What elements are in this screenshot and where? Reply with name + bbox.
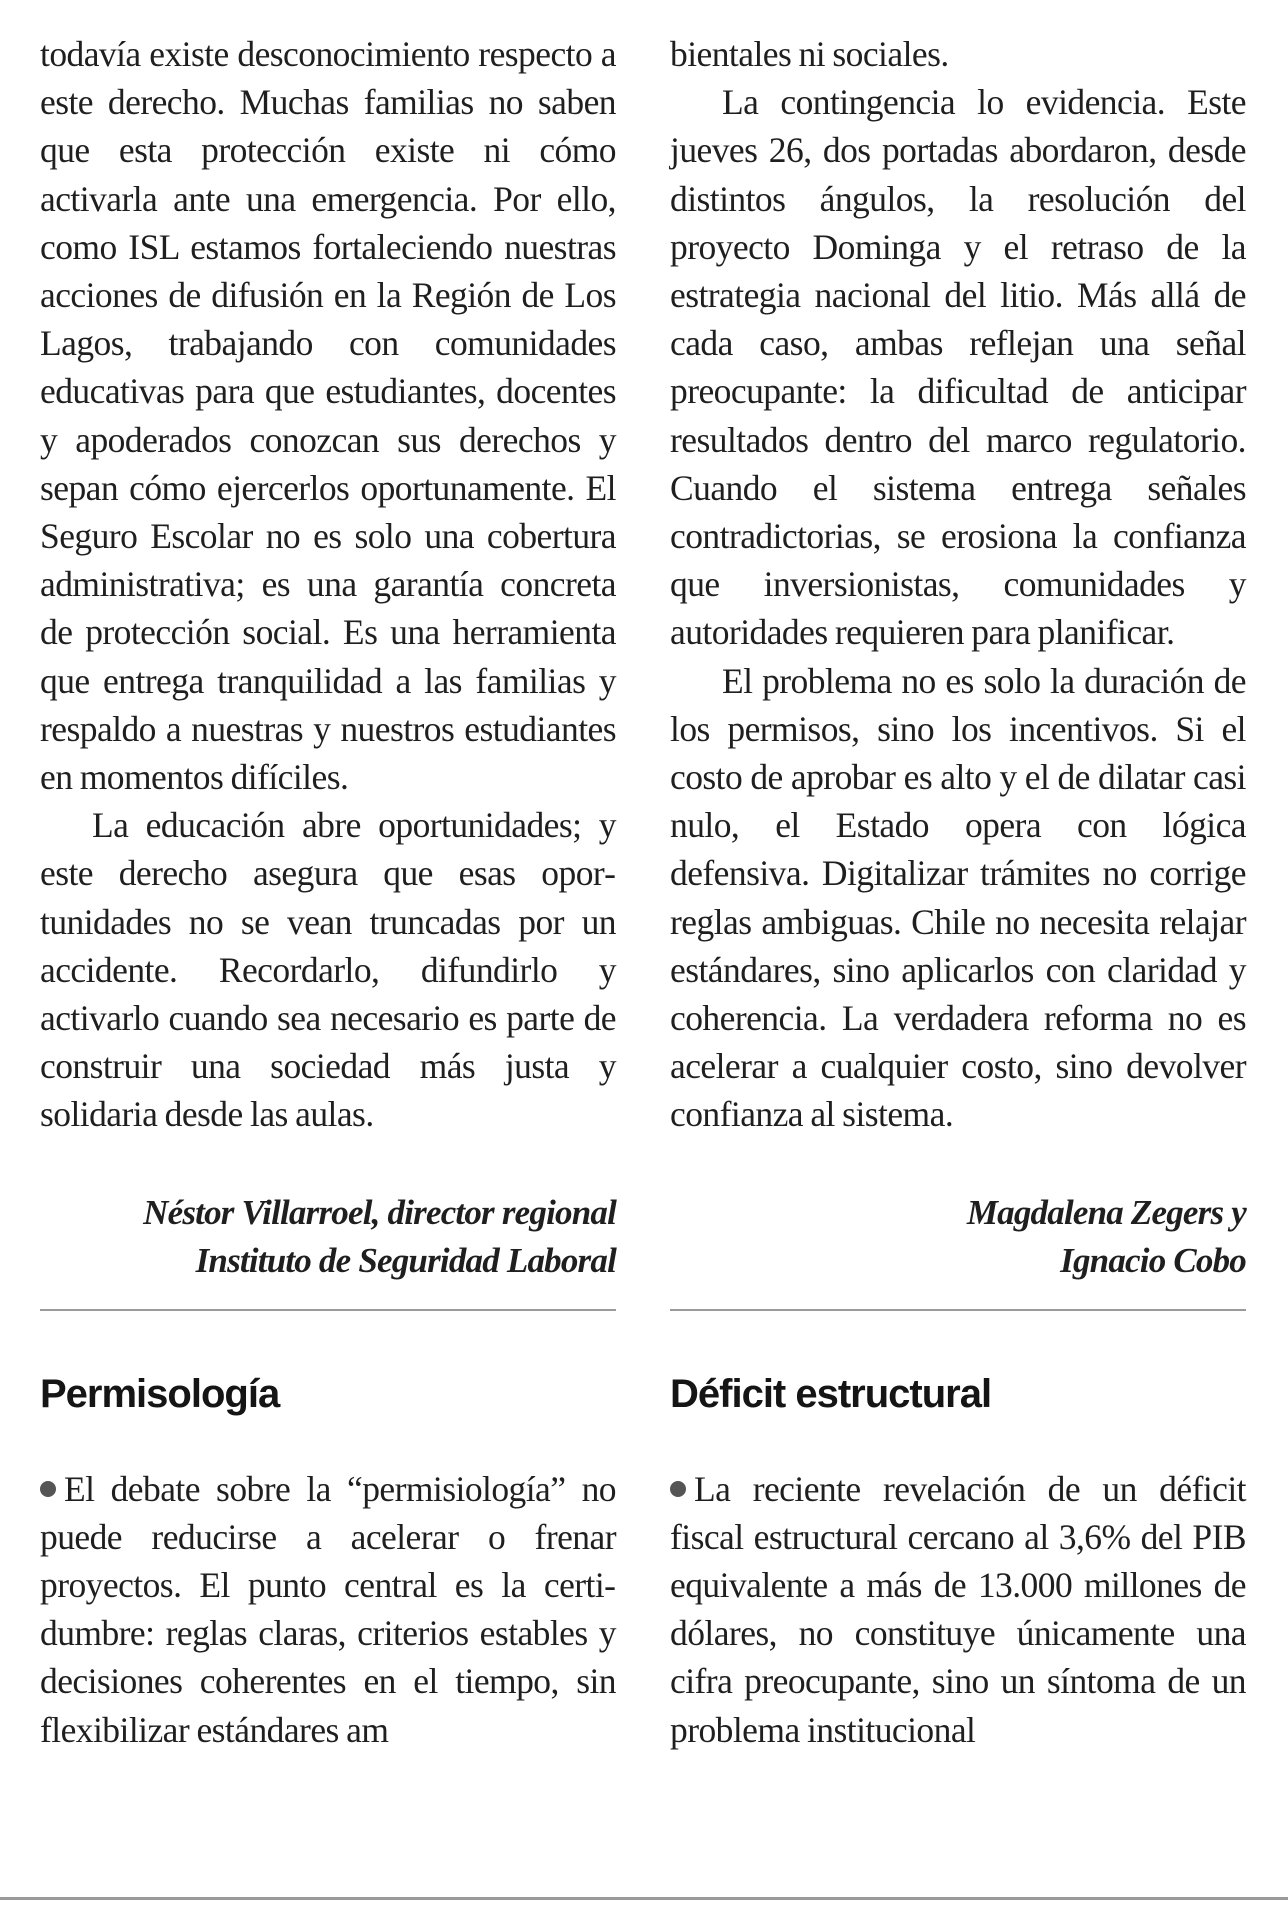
left-column xyxy=(40,30,616,1900)
right-column xyxy=(670,30,1246,1900)
author-signature xyxy=(670,1189,1246,1285)
signature-line: Instituto de Seguridad Laboral xyxy=(195,1240,616,1280)
body-paragraph: La educación abre oportunidades; y este derecho asegura que esas oportunidades no se vean truncadas por un accidente. Recordarlo, difundirlo y activarlo cuando sea necesario es parte de construir una sociedad más justa y solidaria desde las aulas. xyxy=(40,805,616,1135)
body-paragraph: todavía existe desconocimiento respecto a este derecho. Muchas familias no saben que esta protección existe ni cómo activarla ante una emergencia. Por ello, como ISL estamos fortaleciendo nuestras acciones de difusión en la Región de Los Lagos, trabajando con comunidades educativas para que estudiantes, docentes y apoderados conozcan sus derechos y sepan cómo ejercerlos oportunamente. El Seguro Escolar no es solo una cobertura administrativa; es una garantía concreta de protección social. Es una herramienta que entrega tranquilidad a las familias y respaldo a nuestras y nuestros estudiantes en momentos difíciles. xyxy=(40,34,616,798)
author-signature xyxy=(40,1189,616,1285)
signature-line: Magdalena Zegers y xyxy=(966,1192,1246,1232)
body-paragraph: La contingencia lo evidencia. Este jueves 26, dos portadas abordaron, desde distintos ángulos, la resolución del proyecto Dominga y el retraso de la estrategia nacional del litio. Más allá de cada caso, ambas reflejan una señal preocupante: la dificultad de anticipar resultados dentro del marco regulatorio. Cuando el sistema entrega señales contradictorias, se erosiona la confianza que inversionistas, comunidades y autoridades requieren para planificar. xyxy=(670,82,1246,653)
body-paragraph: El problema no es solo la duración de los permisos, sino los incentivos. Si el costo de aprobar es alto y el de dilatar casi nulo, el Estado opera con lógica defensiva. Digitalizar trámites no corrige reglas ambiguas. Chile no necesita relajar estándares, sino aplicarlos con claridad y coherencia. La verdadera reforma no es acelerar a cualquier costo, sino devolver confianza al sistema. xyxy=(670,660,1246,1135)
lead-paragraph xyxy=(670,1465,1246,1754)
lead-text: La reciente revelación de un déficit fiscal estructural cercano al 3,6% del PIB equivalente a más de 13.000 millones de dólares, no constituye únicamente una cifra preocupante, sino un síntoma de un problema institucional xyxy=(670,1468,1246,1750)
section-title: Permisología xyxy=(40,1371,280,1416)
bullet-icon xyxy=(670,1481,686,1497)
signature-line: Néstor Villarroel, director regional xyxy=(143,1192,616,1232)
signature-line: Ignacio Cobo xyxy=(1060,1240,1246,1280)
bullet-icon xyxy=(40,1481,56,1497)
section-divider xyxy=(670,1309,1246,1311)
section-divider xyxy=(40,1309,616,1311)
lead-text: El debate sobre la “permisiología” no puede reducirse a acelerar o frenar proyectos. El punto central es la certidumbre: reglas claras, criterios estables y decisiones coherentes en el tiempo, sin flexibilizar estándares am xyxy=(40,1468,616,1750)
body-paragraph: bientales ni sociales. xyxy=(670,34,949,74)
lead-paragraph xyxy=(40,1465,616,1754)
section-title: Déficit estructural xyxy=(670,1371,992,1416)
page-bottom-rule xyxy=(0,1897,1288,1900)
